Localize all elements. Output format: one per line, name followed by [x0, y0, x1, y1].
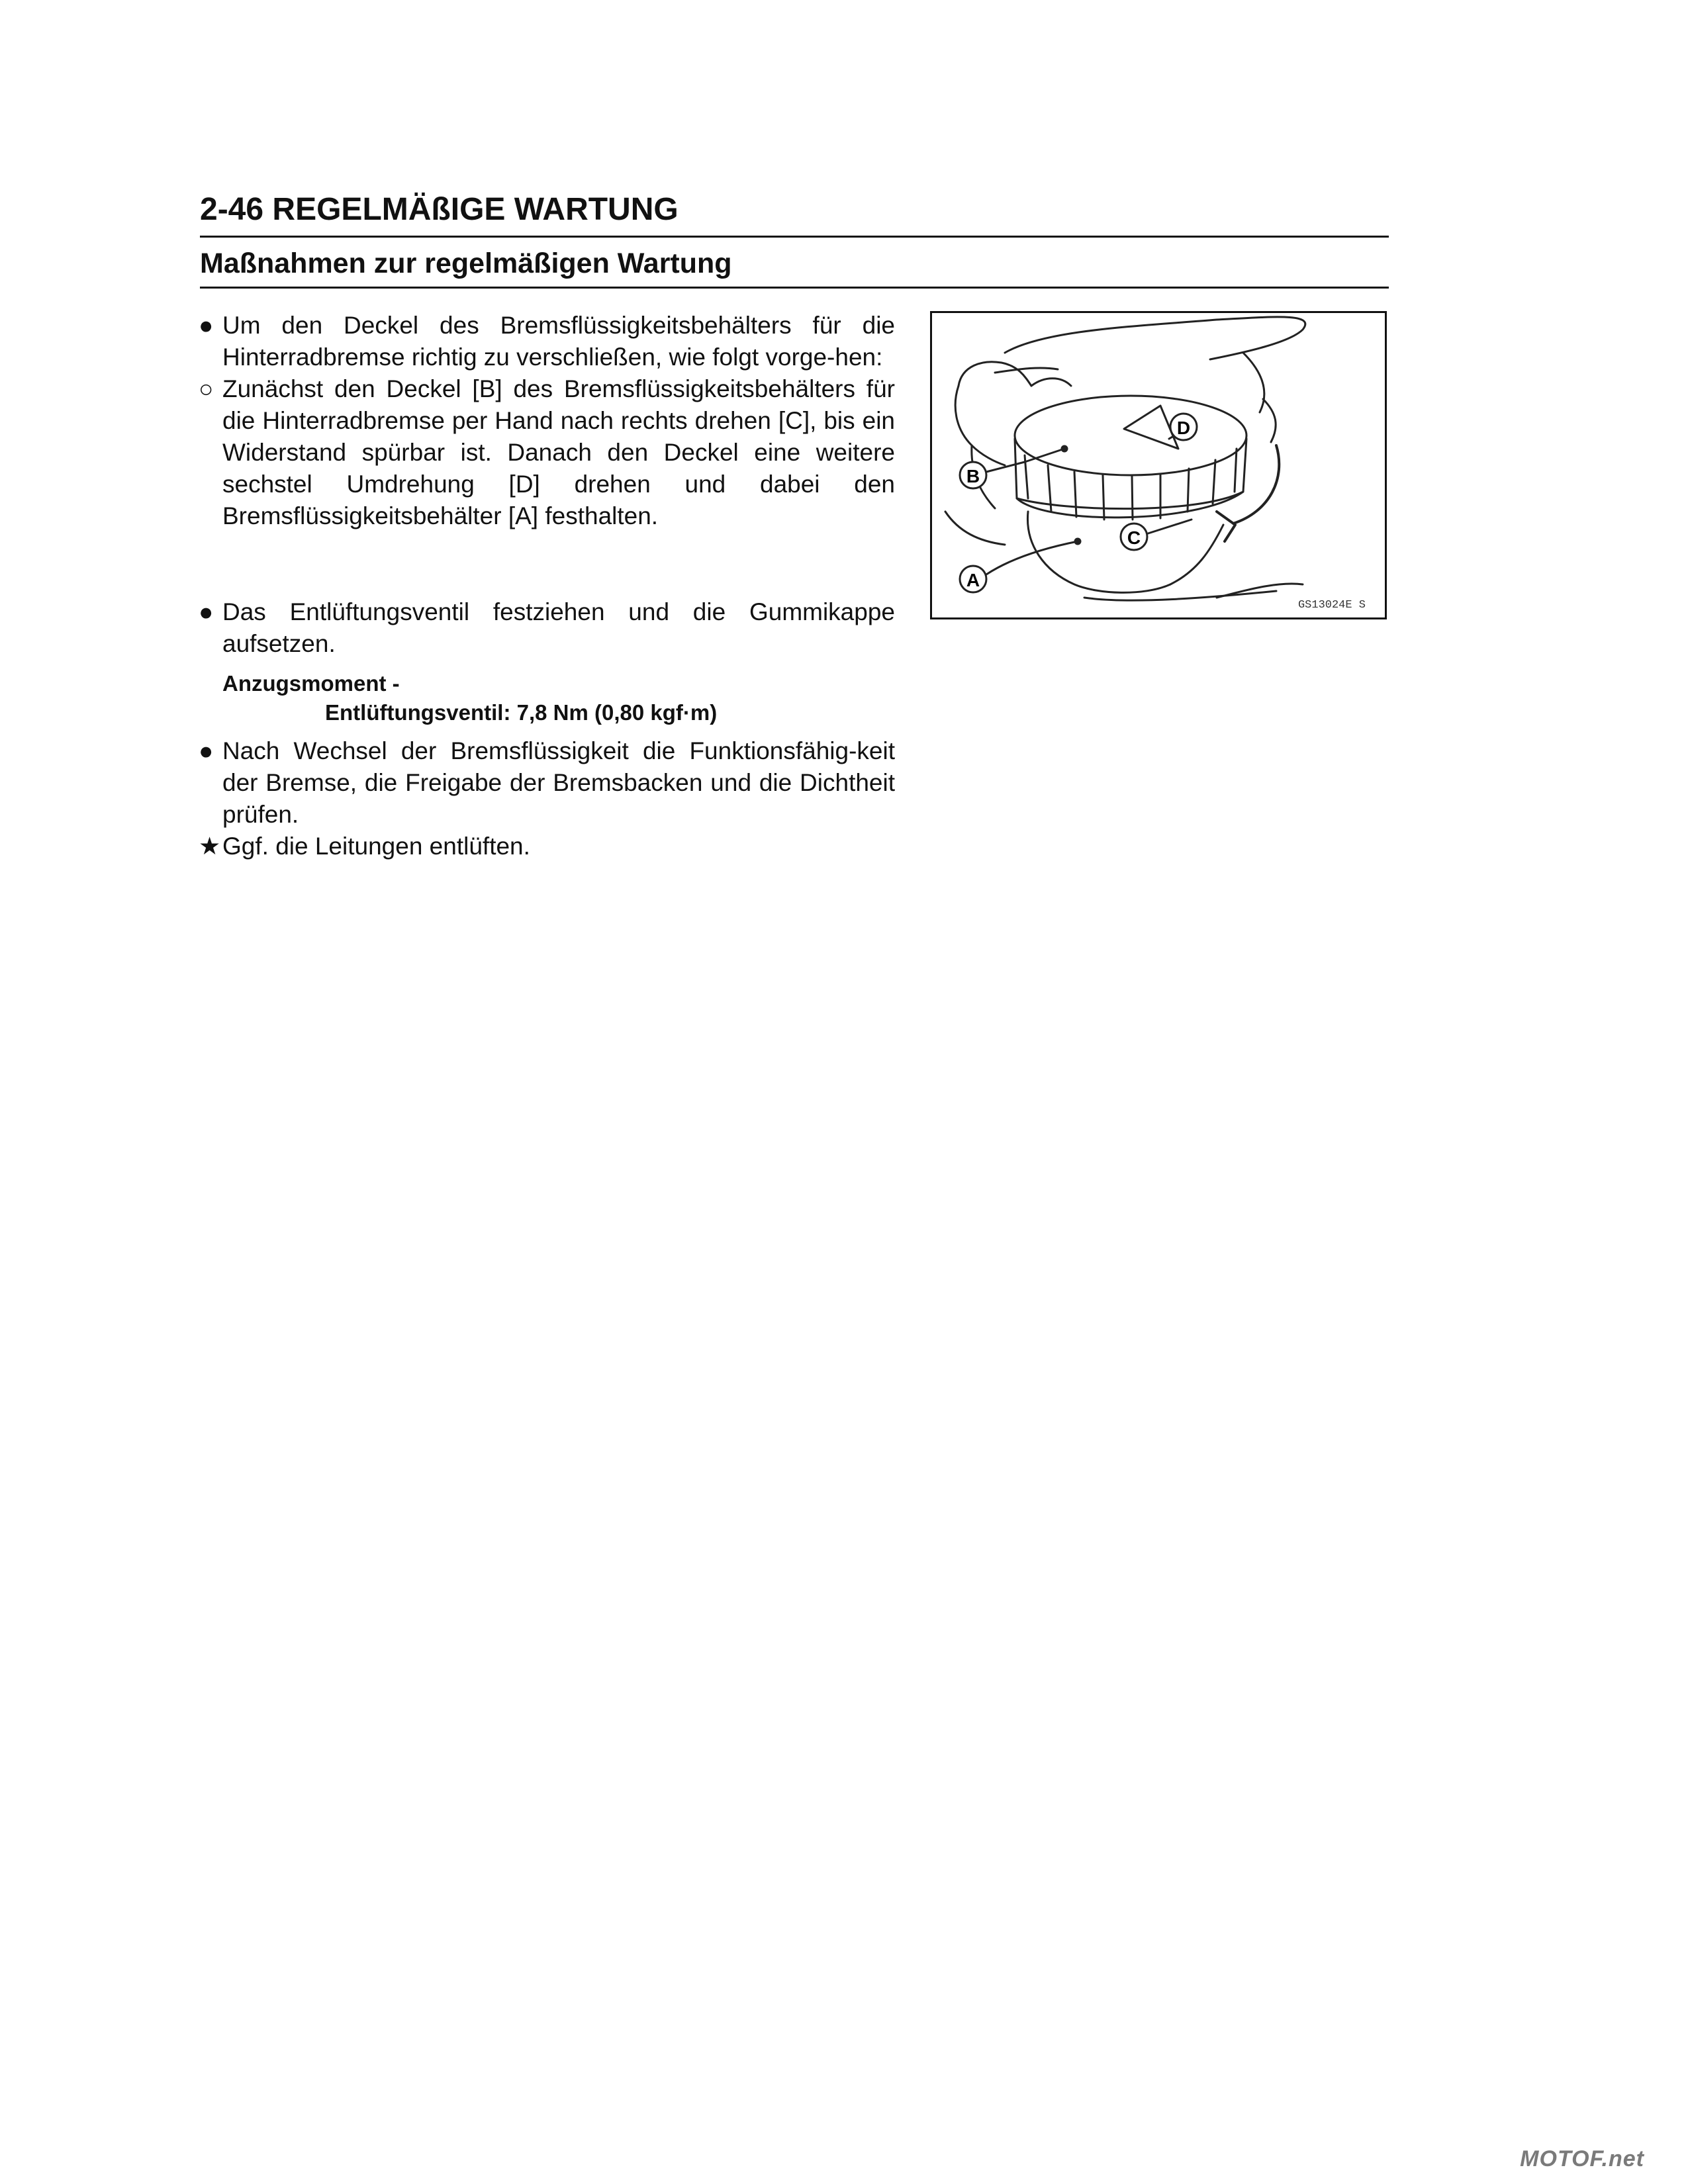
label-b: B [966, 466, 980, 486]
bullet-icon: ● [199, 312, 214, 339]
page-header [200, 191, 1389, 289]
rotation-arrow [1233, 445, 1279, 523]
finger-outline [1243, 353, 1264, 412]
instruction-text: Um den Deckel des Bremsflüssigkeitsbehälters für die Hinterradbremse richtig zu verschließen, wie folgt vorge-hen: [222, 312, 895, 371]
reservoir-outline [1027, 512, 1170, 592]
finger-outline [959, 362, 1031, 386]
leader-line-a [986, 541, 1078, 574]
bullet-icon: ● [199, 598, 214, 625]
finger-outline [995, 368, 1058, 373]
circle-bullet-icon: ○ [199, 375, 214, 402]
illustration-svg [932, 313, 1385, 617]
instruction-item [200, 596, 895, 660]
finger-outline [1005, 317, 1305, 359]
label-c: C [1127, 527, 1141, 548]
cap-top [1015, 396, 1246, 475]
instruction-item [200, 831, 895, 862]
page-title: 2-46 REGELMÄßIGE WARTUNG [200, 191, 1389, 238]
instruction-item [200, 735, 895, 831]
instruction-text: Ggf. die Leitungen entlüften. [222, 833, 530, 860]
hand-outline [955, 386, 1005, 465]
instruction-list [200, 310, 895, 862]
leader-line-c [1144, 520, 1192, 535]
instruction-subitem [200, 373, 895, 532]
arrow-head-icon [1217, 512, 1235, 541]
torque-value: Entlüftungsventil: 7,8 Nm (0,80 kgf·m) [325, 700, 718, 725]
star-icon: ★ [199, 833, 221, 860]
torque-spec [200, 669, 895, 727]
torque-label: Anzugsmoment - [222, 671, 400, 696]
label-a: A [966, 570, 980, 590]
label-d: D [1176, 418, 1191, 438]
instruction-text: Nach Wechsel der Bremsflüssigkeit die Funktionsfähig-keit der Bremse, die Freigabe der Bremsbacken und die Dichtheit prüfen. [222, 737, 895, 828]
section-title: Maßnahmen zur regelmäßigen Wartung [200, 238, 1389, 289]
instruction-text: Das Entlüftungsventil festziehen und die Gummikappe aufsetzen. [222, 598, 895, 657]
finger-outline [1263, 399, 1276, 442]
bullet-icon: ● [199, 737, 214, 764]
hand-outline [945, 512, 1005, 545]
watermark: MOTOF.net [1520, 2146, 1644, 2171]
instruction-text: Zunächst den Deckel [B] des Bremsflüssigkeitsbehälters für die Hinterradbremse per Hand nach rechts drehen [C], bis ein Widerstand spürbar ist. Danach den Deckel eine weitere sechstel Umdrehung [D] drehen und dabei den Bremsflüssigkeitsbehälter [A] festhalten. [222, 375, 895, 529]
finger-outline [1031, 379, 1071, 386]
reservoir-outline [1170, 525, 1223, 584]
instruction-item [200, 310, 895, 373]
reservoir-cap-illustration [930, 311, 1387, 619]
figure-code: GS13024E S [1297, 599, 1366, 612]
